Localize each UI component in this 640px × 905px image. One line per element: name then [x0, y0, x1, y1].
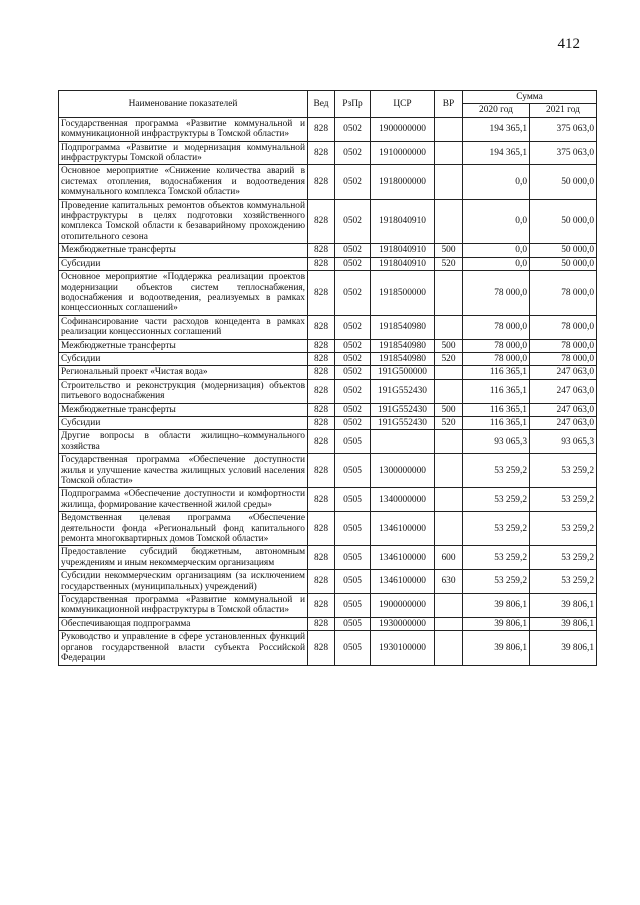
table-cell-csr: 1346100000: [371, 512, 435, 546]
page-number: 412: [557, 36, 580, 52]
table-row: [59, 271, 597, 316]
table-cell-name: Межбюджетные трансферты: [59, 403, 308, 416]
table-cell-2021: 247 063,0: [530, 366, 597, 379]
table-cell-rzpr: 0505: [335, 512, 371, 546]
table-cell-name: Межбюджетные трансферты: [59, 339, 308, 352]
table-cell-csr: [371, 430, 435, 454]
table-cell-2021: 39 806,1: [530, 617, 597, 630]
table-cell-rzpr: 0502: [335, 165, 371, 199]
table-cell-2020: 53 259,2: [463, 488, 530, 512]
table-cell-csr: 1930000000: [371, 617, 435, 630]
table-cell-name: Основное мероприятие «Поддержка реализации проектов модернизации объектов систем теплоснабжения, водоснабжения и водоотведения, реализуемых в рамках концессионных соглашений»: [59, 271, 308, 316]
table-cell-2021: 39 806,1: [530, 631, 597, 665]
table-cell-vr: [435, 117, 463, 141]
table-cell-csr: 1300000000: [371, 454, 435, 488]
table-cell-ved: 828: [308, 454, 335, 488]
table-cell-rzpr: 0505: [335, 631, 371, 665]
table-row: [59, 366, 597, 379]
table-row: [59, 512, 597, 546]
table-cell-ved: 828: [308, 617, 335, 630]
table-cell-ved: 828: [308, 512, 335, 546]
table-cell-2021: 50 000,0: [530, 165, 597, 199]
table-cell-2020: 116 365,1: [463, 366, 530, 379]
table-cell-ved: 828: [308, 594, 335, 618]
table-row: [59, 315, 597, 339]
table-cell-vr: [435, 199, 463, 244]
table-cell-name: Государственная программа «Обеспечение доступности жилья и улучшение качества жилищных условий населения Томской области»: [59, 454, 308, 488]
table-cell-csr: 1918040910: [371, 257, 435, 270]
table-cell-csr: 1900000000: [371, 117, 435, 141]
table-row: [59, 594, 597, 618]
table-cell-csr: 1918040910: [371, 244, 435, 257]
table-cell-2020: 116 365,1: [463, 403, 530, 416]
table-cell-csr: 1910000000: [371, 141, 435, 165]
table-row: [59, 257, 597, 270]
table-cell-rzpr: 0505: [335, 488, 371, 512]
table-cell-name: Региональный проект «Чистая вода»: [59, 366, 308, 379]
table-cell-rzpr: 0505: [335, 570, 371, 594]
table-row: [59, 339, 597, 352]
table-row: [59, 631, 597, 665]
table-cell-2020: 78 000,0: [463, 315, 530, 339]
table-cell-csr: 191G552430: [371, 416, 435, 429]
table-cell-ved: 828: [308, 488, 335, 512]
table-cell-vr: [435, 141, 463, 165]
table-cell-ved: 828: [308, 339, 335, 352]
table-cell-2020: 0,0: [463, 244, 530, 257]
table-cell-2021: 78 000,0: [530, 352, 597, 365]
table-cell-name: Субсидии: [59, 416, 308, 429]
table-cell-vr: [435, 165, 463, 199]
table-cell-2020: 116 365,1: [463, 379, 530, 403]
table-row: [59, 617, 597, 630]
table-cell-rzpr: 0502: [335, 199, 371, 244]
table-cell-ved: 828: [308, 352, 335, 365]
table-cell-vr: 600: [435, 546, 463, 570]
table-cell-2020: 116 365,1: [463, 416, 530, 429]
table-cell-ved: 828: [308, 379, 335, 403]
table-cell-name: Строительство и реконструкция (модернизация) объектов питьевого водоснабжения: [59, 379, 308, 403]
table-cell-csr: 1918540980: [371, 352, 435, 365]
table-cell-rzpr: 0502: [335, 403, 371, 416]
table-row: [59, 199, 597, 244]
table-cell-2020: 39 806,1: [463, 631, 530, 665]
table-cell-2020: 0,0: [463, 199, 530, 244]
table-cell-2021: 39 806,1: [530, 594, 597, 618]
table-cell-rzpr: 0502: [335, 416, 371, 429]
table-cell-2021: 78 000,0: [530, 315, 597, 339]
table-cell-rzpr: 0505: [335, 454, 371, 488]
table-cell-2020: 53 259,2: [463, 512, 530, 546]
table-cell-ved: 828: [308, 631, 335, 665]
table-cell-vr: [435, 594, 463, 618]
table-row: [59, 454, 597, 488]
table-row: [59, 546, 597, 570]
table-cell-ved: 828: [308, 403, 335, 416]
table-row: [59, 488, 597, 512]
table-cell-2021: 375 063,0: [530, 141, 597, 165]
table-cell-csr: 1930100000: [371, 631, 435, 665]
table-cell-vr: 520: [435, 352, 463, 365]
header-csr: ЦСР: [371, 91, 435, 118]
table-cell-2020: 78 000,0: [463, 271, 530, 316]
table-cell-2020: 0,0: [463, 165, 530, 199]
table-cell-vr: 500: [435, 244, 463, 257]
table-cell-ved: 828: [308, 430, 335, 454]
table-cell-name: Другие вопросы в области жилищно–коммунального хозяйства: [59, 430, 308, 454]
table-cell-rzpr: 0502: [335, 352, 371, 365]
table-cell-2021: 247 063,0: [530, 379, 597, 403]
table-row: [59, 379, 597, 403]
table-cell-2020: 78 000,0: [463, 352, 530, 365]
table-cell-name: Софинансирование части расходов концедента в рамках реализации концессионных соглашений: [59, 315, 308, 339]
table-cell-ved: 828: [308, 244, 335, 257]
table-cell-rzpr: 0505: [335, 430, 371, 454]
table-cell-ved: 828: [308, 546, 335, 570]
table-cell-2020: 93 065,3: [463, 430, 530, 454]
table-cell-name: Субсидии: [59, 352, 308, 365]
table-cell-vr: [435, 379, 463, 403]
table-cell-name: Государственная программа «Развитие коммунальной и коммуникационной инфраструктуры в Томской области»: [59, 117, 308, 141]
table-cell-2021: 53 259,2: [530, 570, 597, 594]
table-cell-csr: 1918540980: [371, 339, 435, 352]
table-row: [59, 430, 597, 454]
table-cell-vr: [435, 366, 463, 379]
table-cell-2021: 50 000,0: [530, 257, 597, 270]
table-cell-2020: 194 365,1: [463, 117, 530, 141]
table-cell-rzpr: 0502: [335, 117, 371, 141]
table-row: [59, 352, 597, 365]
table-cell-vr: [435, 430, 463, 454]
table-cell-name: Основное мероприятие «Снижение количества аварий в системах отопления, водоснабжения и водоотведения коммунального комплекса Томской области»: [59, 165, 308, 199]
table-cell-ved: 828: [308, 117, 335, 141]
table-cell-name: Субсидии некоммерческим организациям (за исключением государственных (муниципальных) учреждений): [59, 570, 308, 594]
table-cell-rzpr: 0502: [335, 339, 371, 352]
table-body: [59, 117, 597, 665]
table-cell-name: Подпрограмма «Обеспечение доступности и комфортности жилища, формирование качественной жилой среды»: [59, 488, 308, 512]
table-cell-2020: 53 259,2: [463, 546, 530, 570]
table-cell-rzpr: 0505: [335, 546, 371, 570]
table-cell-vr: [435, 271, 463, 316]
table-cell-vr: [435, 454, 463, 488]
table-cell-csr: 1340000000: [371, 488, 435, 512]
header-2020: 2020 год: [463, 104, 530, 117]
table-cell-ved: 828: [308, 315, 335, 339]
table-cell-rzpr: 0502: [335, 244, 371, 257]
table-cell-rzpr: 0505: [335, 617, 371, 630]
table-cell-csr: 1346100000: [371, 570, 435, 594]
table-cell-vr: [435, 631, 463, 665]
table-row: [59, 244, 597, 257]
header-rzpr: РзПр: [335, 91, 371, 118]
table-cell-2021: 247 063,0: [530, 403, 597, 416]
budget-table: [58, 90, 597, 666]
table-cell-2021: 50 000,0: [530, 199, 597, 244]
table-cell-2021: 53 259,2: [530, 546, 597, 570]
table-cell-2020: 53 259,2: [463, 454, 530, 488]
table-row: [59, 117, 597, 141]
table-cell-csr: 1918540980: [371, 315, 435, 339]
table-cell-csr: 191G500000: [371, 366, 435, 379]
table-cell-rzpr: 0502: [335, 257, 371, 270]
table-cell-2020: 39 806,1: [463, 617, 530, 630]
table-row: [59, 165, 597, 199]
table-cell-rzpr: 0502: [335, 141, 371, 165]
table-cell-ved: 828: [308, 141, 335, 165]
table-cell-name: Субсидии: [59, 257, 308, 270]
table-cell-ved: 828: [308, 416, 335, 429]
table-cell-name: Ведомственная целевая программа «Обеспечение деятельности фонда «Региональный фонд капитального ремонта многоквартирных домов Томской области»: [59, 512, 308, 546]
table-row: [59, 570, 597, 594]
table-cell-ved: 828: [308, 199, 335, 244]
table-cell-ved: 828: [308, 165, 335, 199]
table-cell-ved: 828: [308, 271, 335, 316]
table-cell-name: Предоставление субсидий бюджетным, автономным учреждениям и иным некоммерческим организациям: [59, 546, 308, 570]
table-cell-2021: 53 259,2: [530, 454, 597, 488]
table-cell-ved: 828: [308, 257, 335, 270]
table-cell-name: Руководство и управление в сфере установленных функций органов государственной власти субъекта Российской Федерации: [59, 631, 308, 665]
table-cell-csr: 191G552430: [371, 403, 435, 416]
table-cell-vr: [435, 617, 463, 630]
table-cell-vr: 500: [435, 403, 463, 416]
table-cell-csr: 1346100000: [371, 546, 435, 570]
table-cell-rzpr: 0502: [335, 271, 371, 316]
table-cell-2021: 93 065,3: [530, 430, 597, 454]
table-cell-2020: 194 365,1: [463, 141, 530, 165]
table-cell-rzpr: 0505: [335, 594, 371, 618]
table-cell-2021: 78 000,0: [530, 339, 597, 352]
table-cell-vr: 500: [435, 339, 463, 352]
table-cell-2021: 53 259,2: [530, 512, 597, 546]
header-vr: ВР: [435, 91, 463, 118]
table-cell-vr: 630: [435, 570, 463, 594]
table-cell-rzpr: 0502: [335, 366, 371, 379]
table-cell-csr: 191G552430: [371, 379, 435, 403]
table-cell-csr: 1918040910: [371, 199, 435, 244]
table-cell-vr: [435, 488, 463, 512]
header-sum: Сумма: [463, 91, 597, 104]
header-2021: 2021 год: [530, 104, 597, 117]
table-cell-ved: 828: [308, 570, 335, 594]
table-cell-name: Межбюджетные трансферты: [59, 244, 308, 257]
table-row: [59, 416, 597, 429]
table-cell-name: Обеспечивающая подпрограмма: [59, 617, 308, 630]
header-name: Наименование показателей: [59, 91, 308, 118]
table-cell-2020: 53 259,2: [463, 570, 530, 594]
table-cell-vr: 520: [435, 257, 463, 270]
table-header: [59, 91, 597, 118]
table-cell-2020: 0,0: [463, 257, 530, 270]
table-row: [59, 141, 597, 165]
table-cell-rzpr: 0502: [335, 315, 371, 339]
table-cell-name: Проведение капитальных ремонтов объектов коммунальной инфраструктуры в целях подготовки хозяйственного комплекса Томской области к безаварийному прохождению отопительного сезона: [59, 199, 308, 244]
table-cell-vr: 520: [435, 416, 463, 429]
header-ved: Вед: [308, 91, 335, 118]
table-row: [59, 403, 597, 416]
table-cell-name: Государственная программа «Развитие коммунальной и коммуникационной инфраструктуры в Томской области»: [59, 594, 308, 618]
table-cell-vr: [435, 315, 463, 339]
table-cell-2021: 375 063,0: [530, 117, 597, 141]
table-cell-name: Подпрограмма «Развитие и модернизация коммунальной инфраструктуры Томской области»: [59, 141, 308, 165]
table-cell-vr: [435, 512, 463, 546]
table-cell-2020: 78 000,0: [463, 339, 530, 352]
table-cell-csr: 1918000000: [371, 165, 435, 199]
table-cell-2021: 53 259,2: [530, 488, 597, 512]
table-cell-2020: 39 806,1: [463, 594, 530, 618]
table-cell-ved: 828: [308, 366, 335, 379]
table-cell-2021: 247 063,0: [530, 416, 597, 429]
table-cell-rzpr: 0502: [335, 379, 371, 403]
table-cell-2021: 50 000,0: [530, 244, 597, 257]
table-cell-csr: 1900000000: [371, 594, 435, 618]
table-cell-2021: 78 000,0: [530, 271, 597, 316]
table-cell-csr: 1918500000: [371, 271, 435, 316]
